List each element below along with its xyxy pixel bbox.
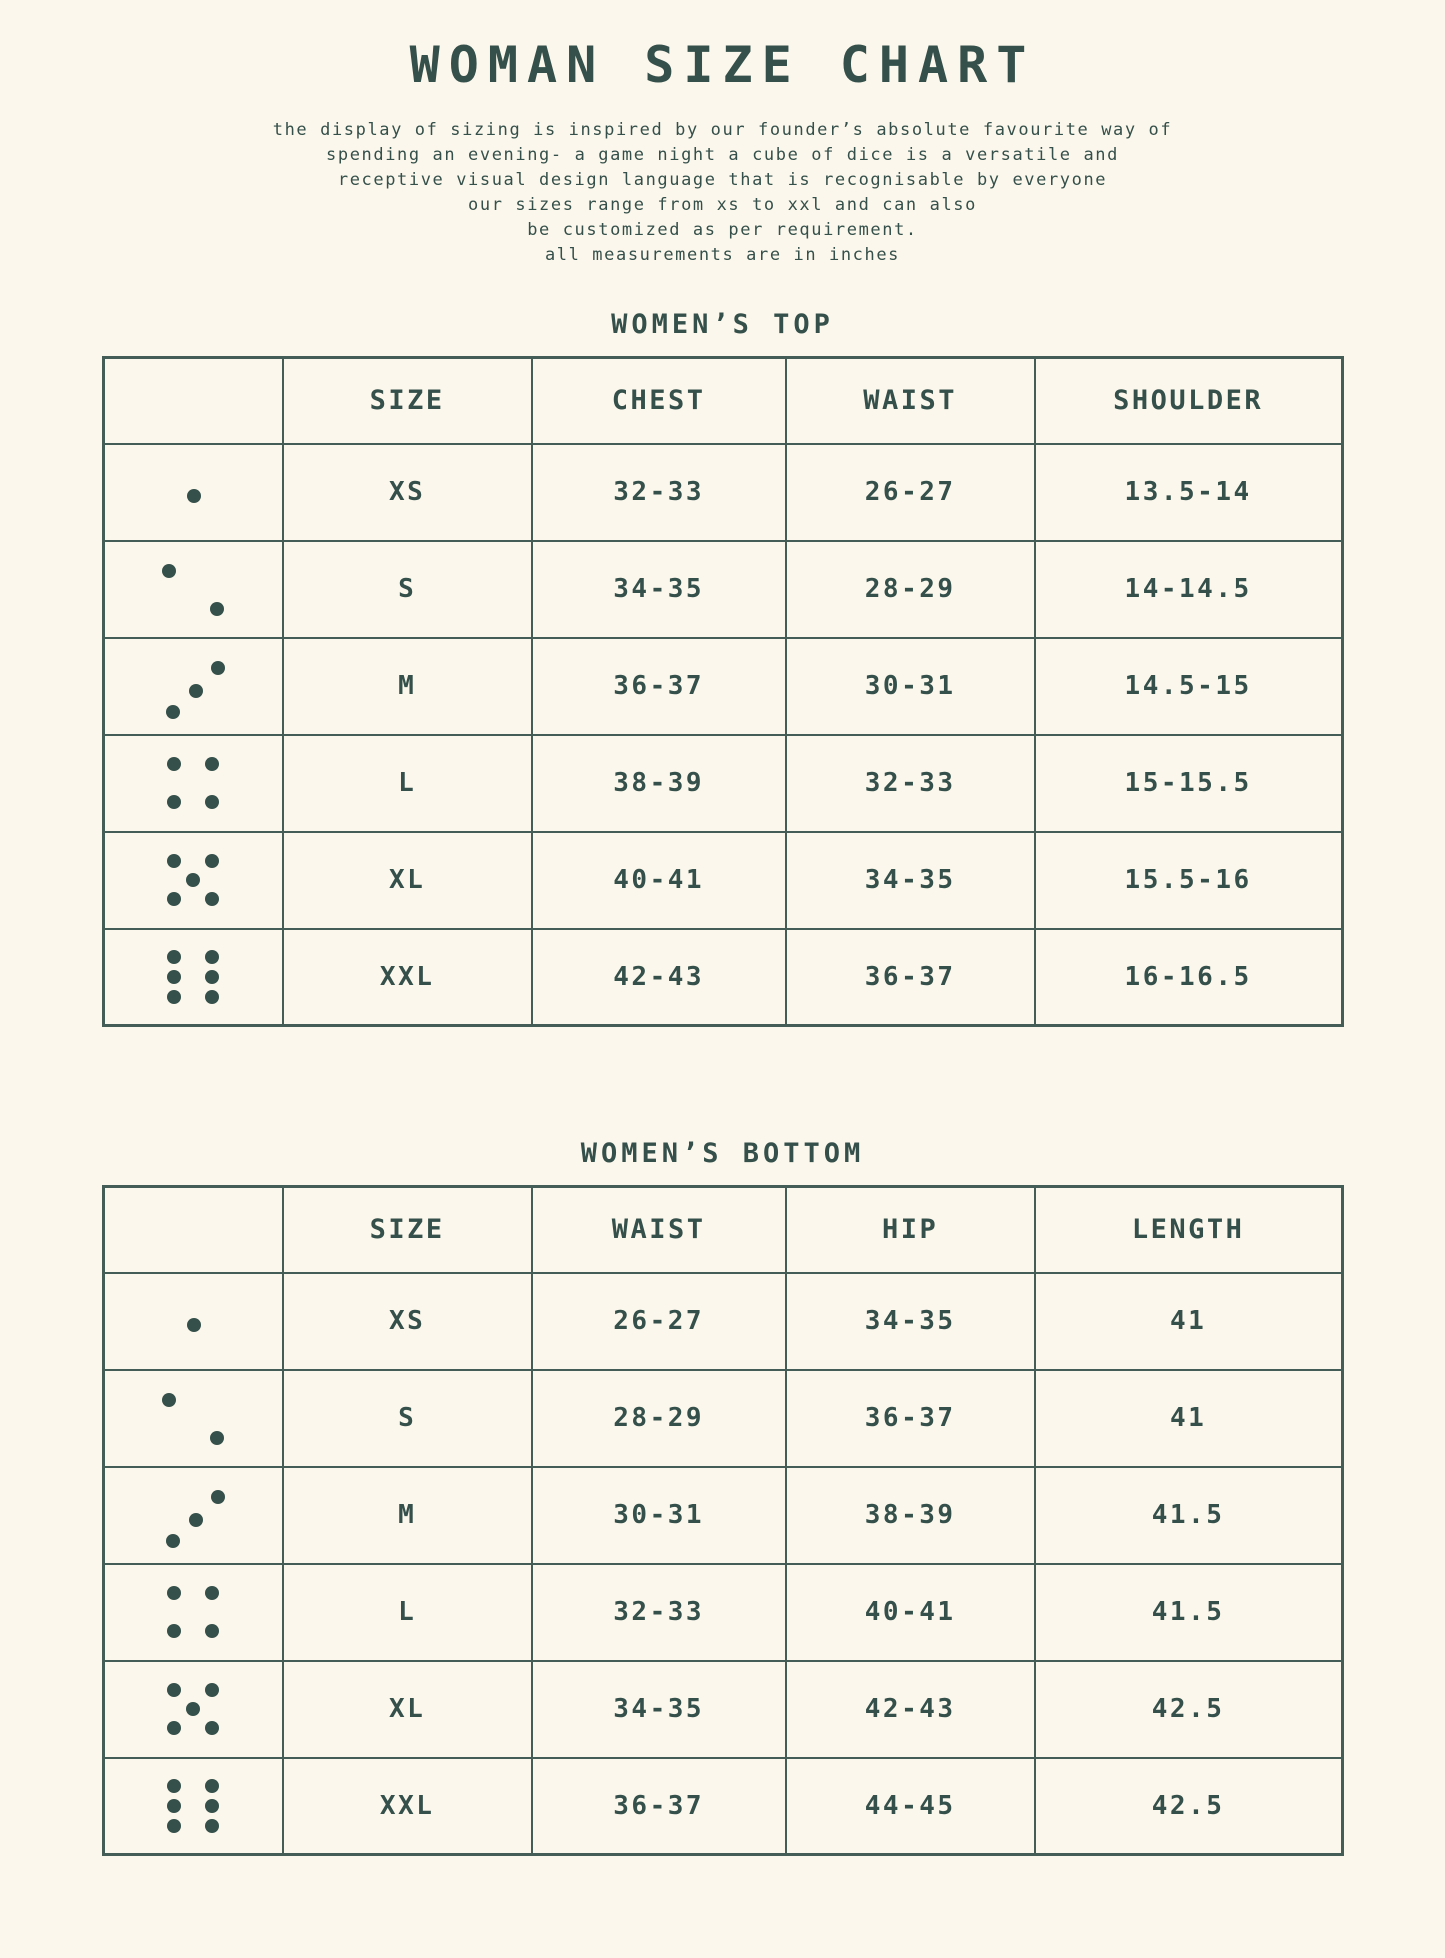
measurement-cell: 30-31 bbox=[532, 1467, 786, 1564]
dice-pip bbox=[187, 1318, 201, 1332]
dice-pip bbox=[167, 795, 181, 809]
dice-pip bbox=[167, 757, 181, 771]
page-title: WOMAN SIZE CHART bbox=[409, 36, 1036, 94]
dice-4-icon bbox=[151, 741, 235, 825]
measurement-cell: 34-35 bbox=[786, 1273, 1035, 1370]
dice-pip bbox=[189, 1513, 203, 1527]
dice-pip bbox=[205, 757, 219, 771]
dice-5-icon bbox=[151, 838, 235, 922]
measurement-cell: 16-16.5 bbox=[1035, 929, 1342, 1026]
table-row bbox=[103, 638, 1342, 735]
intro-line: the display of sizing is inspired by our founder’s absolute favourite way of bbox=[272, 120, 1173, 140]
size-cell: L bbox=[283, 1564, 532, 1661]
dice-pip bbox=[211, 1490, 225, 1504]
measurement-cell: 28-29 bbox=[786, 541, 1035, 638]
measurement-cell: 38-39 bbox=[786, 1467, 1035, 1564]
dice-pip bbox=[205, 950, 219, 964]
dice-cell bbox=[103, 929, 283, 1026]
dice-6-icon bbox=[151, 1764, 235, 1848]
measurement-cell: 13.5-14 bbox=[1035, 444, 1342, 541]
measurement-cell: 41.5 bbox=[1035, 1564, 1342, 1661]
column-header: WAIST bbox=[786, 358, 1035, 444]
measurement-cell: 41.5 bbox=[1035, 1467, 1342, 1564]
table-row bbox=[103, 929, 1342, 1026]
dice-pip bbox=[167, 1799, 181, 1813]
size-cell: L bbox=[283, 735, 532, 832]
measurement-cell: 42.5 bbox=[1035, 1758, 1342, 1855]
measurement-cell: 30-31 bbox=[786, 638, 1035, 735]
table-row bbox=[103, 541, 1342, 638]
intro-line: receptive visual design language that is recognisable by everyone bbox=[337, 170, 1108, 190]
table-row bbox=[103, 735, 1342, 832]
column-header: SHOULDER bbox=[1035, 358, 1342, 444]
size-cell: XL bbox=[283, 1661, 532, 1758]
dice-pip bbox=[167, 1683, 181, 1697]
measurement-cell: 14.5-15 bbox=[1035, 638, 1342, 735]
dice-cell bbox=[103, 541, 283, 638]
measurement-cell: 15-15.5 bbox=[1035, 735, 1342, 832]
table-row bbox=[103, 1467, 1342, 1564]
measurement-cell: 40-41 bbox=[786, 1564, 1035, 1661]
column-header: WAIST bbox=[532, 1187, 786, 1273]
dice-cell bbox=[103, 1758, 283, 1855]
dice-pip bbox=[167, 990, 181, 1004]
measurement-cell: 15.5-16 bbox=[1035, 832, 1342, 929]
table-row bbox=[103, 832, 1342, 929]
dice-pip bbox=[205, 795, 219, 809]
dice-cell bbox=[103, 638, 283, 735]
dice-pip bbox=[167, 854, 181, 868]
measurement-cell: 26-27 bbox=[532, 1273, 786, 1370]
dice-pip bbox=[205, 1721, 219, 1735]
dice-pip bbox=[205, 1799, 219, 1813]
dice-pip bbox=[167, 1819, 181, 1833]
dice-pip bbox=[167, 1721, 181, 1735]
measurement-cell: 32-33 bbox=[532, 1564, 786, 1661]
intro-text bbox=[0, 118, 1445, 268]
size-cell: XXL bbox=[283, 1758, 532, 1855]
dice-cell bbox=[103, 832, 283, 929]
dice-pip bbox=[205, 1819, 219, 1833]
size-cell: S bbox=[283, 1370, 532, 1467]
size-cell: M bbox=[283, 1467, 532, 1564]
dice-column-header bbox=[103, 358, 283, 444]
dice-pip bbox=[166, 1534, 180, 1548]
dice-pip bbox=[186, 873, 200, 887]
dice-pip bbox=[167, 892, 181, 906]
dice-3-icon bbox=[151, 1473, 235, 1557]
measurement-cell: 44-45 bbox=[786, 1758, 1035, 1855]
measurement-cell: 34-35 bbox=[786, 832, 1035, 929]
dice-pip bbox=[167, 950, 181, 964]
measurement-cell: 14-14.5 bbox=[1035, 541, 1342, 638]
dice-2-icon bbox=[151, 1376, 235, 1460]
dice-pip bbox=[205, 970, 219, 984]
dice-cell bbox=[103, 1661, 283, 1758]
dice-3-icon bbox=[151, 644, 235, 728]
table-row bbox=[103, 1273, 1342, 1370]
measurement-cell: 26-27 bbox=[786, 444, 1035, 541]
table-row bbox=[103, 1661, 1342, 1758]
dice-pip bbox=[205, 892, 219, 906]
dice-pip bbox=[167, 1779, 181, 1793]
dice-cell bbox=[103, 1467, 283, 1564]
dice-pip bbox=[167, 1586, 181, 1600]
dice-cell bbox=[103, 1273, 283, 1370]
dice-pip bbox=[162, 564, 176, 578]
dice-cell bbox=[103, 444, 283, 541]
measurement-cell: 41 bbox=[1035, 1273, 1342, 1370]
dice-pip bbox=[186, 1702, 200, 1716]
column-header: CHEST bbox=[532, 358, 786, 444]
intro-line: all measurements are in inches bbox=[544, 245, 901, 265]
dice-pip bbox=[167, 1624, 181, 1638]
measurement-cell: 40-41 bbox=[532, 832, 786, 929]
size-cell: XS bbox=[283, 444, 532, 541]
dice-pip bbox=[205, 990, 219, 1004]
column-header: LENGTH bbox=[1035, 1187, 1342, 1273]
womens-top-table bbox=[102, 356, 1344, 1027]
measurement-cell: 32-33 bbox=[532, 444, 786, 541]
womens-top-heading: WOMEN’S TOP bbox=[611, 309, 834, 340]
dice-5-icon bbox=[151, 1667, 235, 1751]
table-row bbox=[103, 1370, 1342, 1467]
dice-2-icon bbox=[151, 547, 235, 631]
dice-pip bbox=[205, 854, 219, 868]
table-row bbox=[103, 1758, 1342, 1855]
measurement-cell: 32-33 bbox=[786, 735, 1035, 832]
measurement-cell: 36-37 bbox=[786, 929, 1035, 1026]
intro-line: our sizes range from xs to xxl and can also bbox=[468, 195, 977, 215]
size-cell: XXL bbox=[283, 929, 532, 1026]
intro-line: spending an evening- a game night a cube of dice is a versatile and bbox=[326, 145, 1119, 165]
dice-pip bbox=[205, 1586, 219, 1600]
table-row bbox=[103, 444, 1342, 541]
dice-pip bbox=[210, 1431, 224, 1445]
measurement-cell: 34-35 bbox=[532, 541, 786, 638]
dice-4-icon bbox=[151, 1570, 235, 1654]
column-header: SIZE bbox=[283, 1187, 532, 1273]
dice-pip bbox=[211, 661, 225, 675]
dice-pip bbox=[210, 602, 224, 616]
dice-pip bbox=[162, 1393, 176, 1407]
measurement-cell: 36-37 bbox=[532, 1758, 786, 1855]
header-row bbox=[103, 358, 1342, 444]
womens-bottom-table bbox=[102, 1185, 1344, 1856]
size-cell: XS bbox=[283, 1273, 532, 1370]
dice-6-icon bbox=[151, 935, 235, 1019]
dice-pip bbox=[205, 1624, 219, 1638]
size-cell: S bbox=[283, 541, 532, 638]
dice-column-header bbox=[103, 1187, 283, 1273]
dice-pip bbox=[167, 970, 181, 984]
header-row bbox=[103, 1187, 1342, 1273]
measurement-cell: 36-37 bbox=[786, 1370, 1035, 1467]
table-row bbox=[103, 1564, 1342, 1661]
measurement-cell: 41 bbox=[1035, 1370, 1342, 1467]
dice-pip bbox=[205, 1683, 219, 1697]
dice-pip bbox=[189, 684, 203, 698]
measurement-cell: 42-43 bbox=[786, 1661, 1035, 1758]
measurement-cell: 36-37 bbox=[532, 638, 786, 735]
intro-line: be customized as per requirement. bbox=[527, 220, 918, 240]
womens-bottom-heading: WOMEN’S BOTTOM bbox=[580, 1138, 865, 1169]
measurement-cell: 28-29 bbox=[532, 1370, 786, 1467]
column-header: SIZE bbox=[283, 358, 532, 444]
dice-cell bbox=[103, 1564, 283, 1661]
measurement-cell: 42-43 bbox=[532, 929, 786, 1026]
dice-1-icon bbox=[151, 450, 235, 534]
dice-pip bbox=[187, 489, 201, 503]
dice-cell bbox=[103, 1370, 283, 1467]
dice-cell bbox=[103, 735, 283, 832]
column-header: HIP bbox=[786, 1187, 1035, 1273]
measurement-cell: 38-39 bbox=[532, 735, 786, 832]
measurement-cell: 42.5 bbox=[1035, 1661, 1342, 1758]
size-cell: XL bbox=[283, 832, 532, 929]
measurement-cell: 34-35 bbox=[532, 1661, 786, 1758]
dice-pip bbox=[205, 1779, 219, 1793]
dice-1-icon bbox=[151, 1279, 235, 1363]
dice-pip bbox=[166, 705, 180, 719]
size-cell: M bbox=[283, 638, 532, 735]
